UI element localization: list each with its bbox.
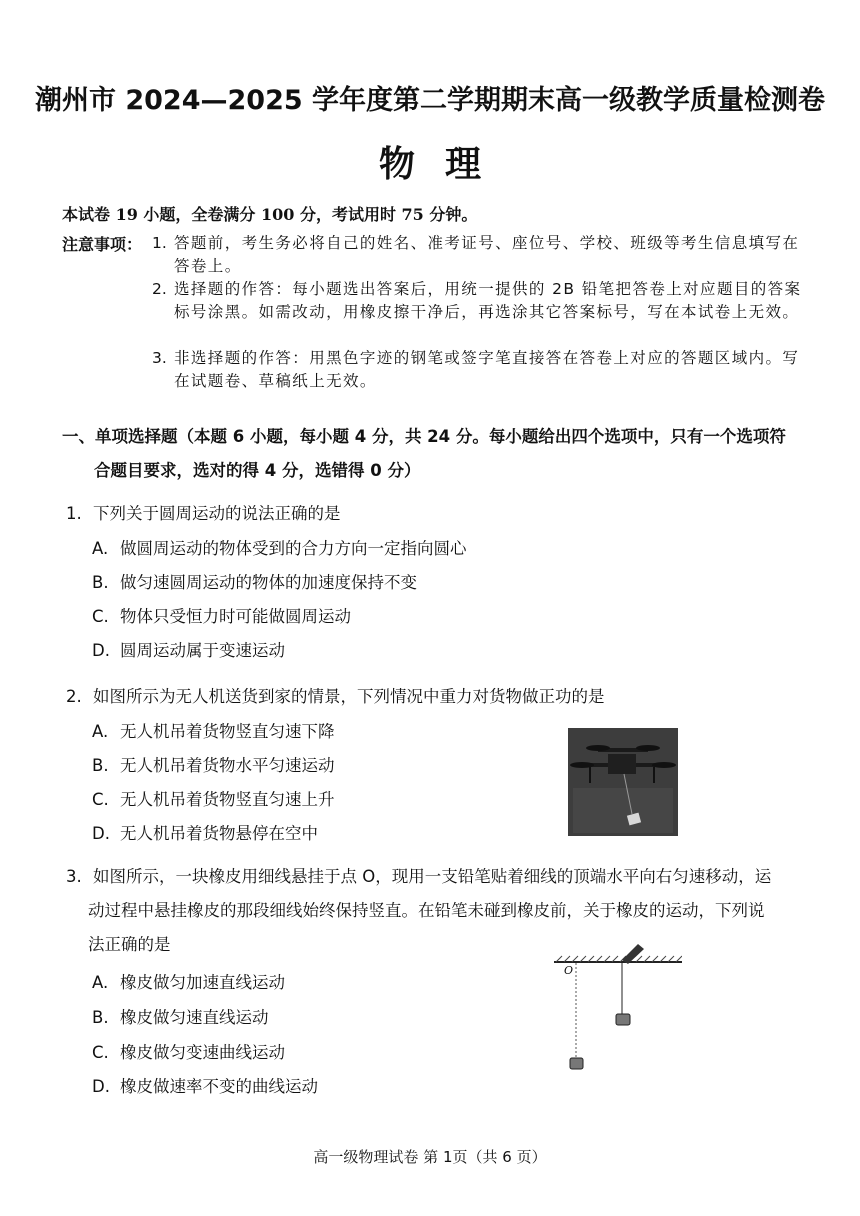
note-number: 1. [152,234,167,252]
option-text: 无人机吊着货物悬停在空中 [120,824,318,843]
note-text: 非选择题的作答：用黑色字迹的钢笔或签字笔直接答在答卷上对应的答题区域内。写在试题卷、草稿纸上无效。 [174,349,800,390]
option-letter: D. [92,1077,110,1096]
eraser-initial [570,1058,583,1069]
option-b [92,1004,269,1028]
note-text: 答题前，考生务必将自己的姓名、准考证号、座位号、学校、班级等考生信息填写在答卷上。 [174,234,800,275]
option-letter: A. [92,973,109,992]
question-3 [66,860,806,962]
option-text: 橡皮做匀变速曲线运动 [120,1043,285,1062]
question-text-line1: 如图所示，一块橡皮用细线悬挂于点 O，现用一支铅笔贴着细线的顶端水平向右匀速移动，运 [93,867,772,886]
question-text-line2: 动过程中悬挂橡皮的那段细线始终保持竖直。在铅笔未碰到橡皮前，关于橡皮的运动，下列说 [88,901,765,920]
question-text-line3: 法正确的是 [88,935,171,954]
option-a [92,535,467,559]
note-number: 3. [152,349,167,367]
section-heading-line2: 合题目要求，选对的得 4 分，选错得 0 分） [94,461,421,480]
option-letter: B. [92,573,109,592]
option-c [92,603,351,627]
question-text: 如图所示为无人机送货到家的情景，下列情况中重力对货物做正功的是 [93,687,605,706]
note-item [152,347,802,393]
option-text: 无人机吊着货物竖直匀速下降 [120,722,335,741]
option-text: 橡皮做匀加速直线运动 [120,973,285,992]
question-2 [66,683,605,707]
option-letter: D. [92,824,110,843]
option-letter: C. [92,607,109,626]
option-letter: C. [92,790,109,809]
section-heading-line1: 一、单项选择题（本题 6 小题，每小题 4 分，共 24 分。每小题给出四个选项中，只有一个选项符 [62,427,786,446]
option-text: 橡皮做速率不变的曲线运动 [120,1077,318,1096]
option-letter: B. [92,756,109,775]
option-text: 橡皮做匀速直线运动 [120,1008,269,1027]
notes-label: 注意事项： [62,235,143,254]
option-letter: A. [92,539,109,558]
section-heading [62,420,802,488]
diagram-svg [552,938,682,1078]
option-letter: B. [92,1008,109,1027]
option-text: 圆周运动属于变速运动 [120,641,285,660]
drone-icon [568,728,678,836]
option-text: 无人机吊着货物竖直匀速上升 [120,790,335,809]
exam-title: 潮州市 2024—2025 学年度第二学期期末高一级教学质量检测卷 [34,85,826,116]
option-text: 做圆周运动的物体受到的合力方向一定指向圆心 [120,539,467,558]
option-d [92,637,285,661]
option-a [92,718,335,742]
note-item [152,278,802,324]
pencil-diagram [552,938,682,1078]
question-text: 下列关于圆周运动的说法正确的是 [93,504,341,523]
eraser [616,1014,630,1025]
question-number: 1. [66,504,82,523]
option-a [92,969,285,993]
option-c [92,1039,285,1063]
subject-title: 物理 [378,144,511,185]
option-b [92,752,335,776]
page-footer: 高一级物理试卷 第 1页（共 6 页） [313,1148,547,1166]
note-text: 选择题的作答：每小题选出答案后，用统一提供的 2B 铅笔把答卷上对应题目的答案标号涂黑。如需改动，用橡皮擦干净后，再选涂其它答案标号，写在本试卷上无效。 [174,280,802,321]
option-text: 做匀速圆周运动的物体的加速度保持不变 [120,573,417,592]
option-d [92,1073,318,1097]
option-letter: D. [92,641,110,660]
drone-photo [568,728,678,836]
question-number: 2. [66,687,82,706]
question-number: 3. [66,867,82,886]
option-b [92,569,417,593]
note-item [152,232,802,278]
option-text: 物体只受恒力时可能做圆周运动 [120,607,351,626]
option-letter: C. [92,1043,109,1062]
option-c [92,786,335,810]
point-o-label: O [564,964,574,977]
note-number: 2. [152,280,167,298]
question-1 [66,500,341,524]
exam-intro: 本试卷 19 小题，全卷满分 100 分，考试用时 75 分钟。 [62,205,478,224]
option-d [92,820,318,844]
option-text: 无人机吊着货物水平匀速运动 [120,756,335,775]
option-letter: A. [92,722,109,741]
